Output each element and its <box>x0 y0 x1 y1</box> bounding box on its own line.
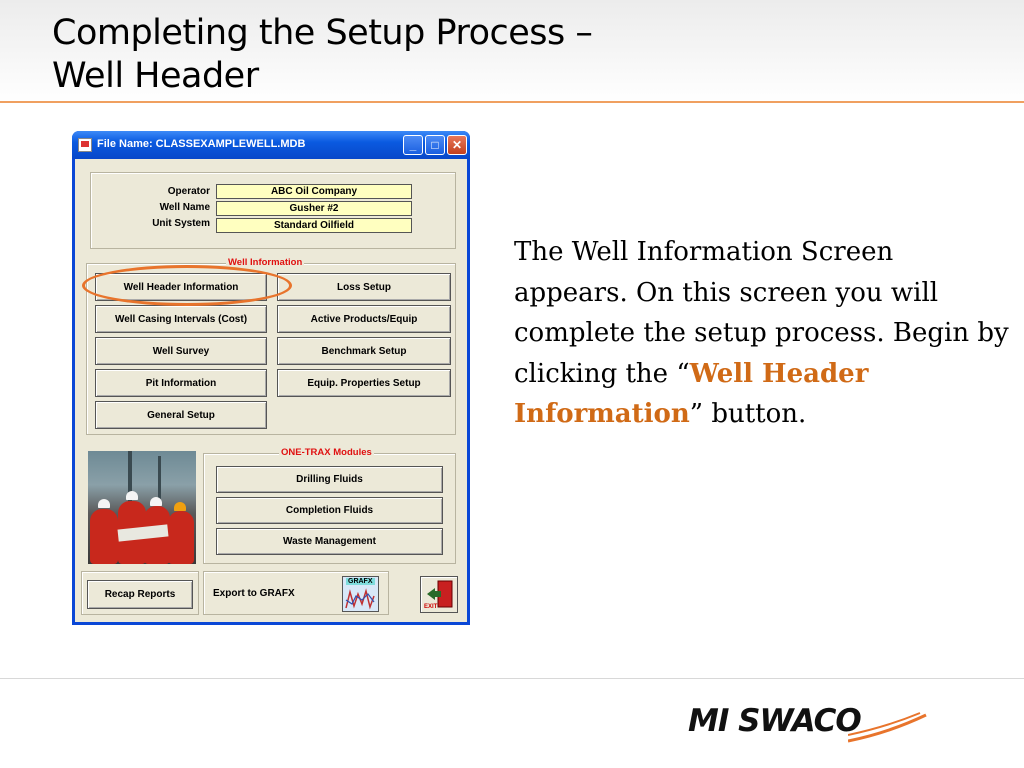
general-setup-button[interactable]: General Setup <box>95 401 267 429</box>
description-text-after: ” button. <box>689 399 807 429</box>
well-survey-button[interactable]: Well Survey <box>95 337 267 365</box>
app-window <box>72 131 470 625</box>
logo-swoosh-icon <box>848 711 928 743</box>
operator-field[interactable]: ABC Oil Company <box>216 184 412 199</box>
grafx-chart-icon <box>344 588 379 610</box>
completion-fluids-button[interactable]: Completion Fluids <box>216 497 443 524</box>
helmet <box>150 497 162 506</box>
slide-title-line2: Well Header <box>52 56 259 96</box>
crew-member <box>90 509 118 564</box>
exit-icon-label: EXIT <box>424 604 438 610</box>
waste-management-button[interactable]: Waste Management <box>216 528 443 555</box>
crew-photo <box>88 451 196 564</box>
slide-description <box>514 232 1014 435</box>
grafx-export-button[interactable] <box>342 576 379 612</box>
loss-setup-button[interactable]: Loss Setup <box>277 273 451 301</box>
helmet <box>98 499 110 508</box>
unit-system-field[interactable]: Standard Oilfield <box>216 218 412 233</box>
well-name-label: Well Name <box>159 202 210 213</box>
well-header-information-button[interactable]: Well Header Information <box>95 273 267 301</box>
pit-information-button[interactable]: Pit Information <box>95 369 267 397</box>
footer-divider <box>0 678 1024 679</box>
export-to-grafx-label: Export to GRAFX <box>213 588 295 599</box>
window-titlebar[interactable] <box>72 131 470 159</box>
window-client-area <box>75 159 467 622</box>
slide-title <box>52 12 592 98</box>
drilling-fluids-button[interactable]: Drilling Fluids <box>216 466 443 493</box>
equip-properties-setup-button[interactable]: Equip. Properties Setup <box>277 369 451 397</box>
app-document-icon <box>78 138 92 152</box>
grafx-icon-label: GRAFX <box>348 578 373 585</box>
logo-text: MI SWACO <box>688 703 861 739</box>
helmet <box>174 502 186 511</box>
well-name-field[interactable]: Gusher #2 <box>216 201 412 216</box>
close-button[interactable]: ✕ <box>447 135 467 155</box>
well-casing-intervals-button[interactable]: Well Casing Intervals (Cost) <box>95 305 267 333</box>
exit-button[interactable] <box>420 576 458 613</box>
description-highlight: Well Header Information <box>514 358 869 429</box>
window-title: File Name: CLASSEXAMPLEWELL.MDB <box>97 138 306 150</box>
recap-reports-button[interactable]: Recap Reports <box>87 580 193 609</box>
slide-header <box>0 0 1024 102</box>
modules-label: ONE-TRAX Modules <box>281 447 372 458</box>
active-products-equip-button[interactable]: Active Products/Equip <box>277 305 451 333</box>
benchmark-setup-button[interactable]: Benchmark Setup <box>277 337 451 365</box>
minimize-button[interactable]: _ <box>403 135 423 155</box>
maximize-button[interactable]: □ <box>425 135 445 155</box>
crew-member <box>168 511 194 564</box>
unit-system-label: Unit System <box>152 218 210 229</box>
description-text-before: The Well Information Screen appears. On this screen you will complete the setup process. Begin by clicking the “ <box>514 237 1009 389</box>
header-divider <box>0 101 1024 103</box>
operator-label: Operator <box>167 186 210 197</box>
slide-title-line1: Completing the Setup Process – <box>52 13 593 53</box>
company-logo <box>688 703 861 739</box>
well-information-label: Well Information <box>228 257 303 268</box>
helmet <box>126 491 138 500</box>
